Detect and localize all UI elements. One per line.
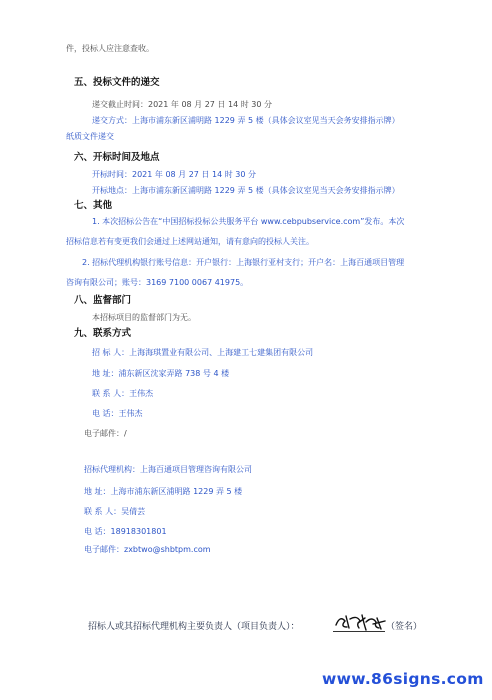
section-heading-7: 七、其他 bbox=[74, 200, 113, 211]
text-line: 电 话：18918301801 bbox=[84, 527, 167, 536]
text-line: 本招标项目的监督部门为无。 bbox=[92, 313, 196, 322]
section-heading-9: 九、联系方式 bbox=[74, 328, 132, 339]
text-line: 纸质文件递交 bbox=[66, 132, 114, 141]
section-heading-5: 五、投标文件的递交 bbox=[74, 77, 160, 88]
text-line: 地 址：浦东新区沈家弄路 738 号 4 楼 bbox=[92, 369, 230, 378]
text-line: 递交截止时间：2021 年 08 月 27 日 14 时 30 分 bbox=[92, 100, 272, 109]
text-line: 招标信息若有变更我们会通过上述网站通知，请有意向的投标人关注。 bbox=[66, 237, 314, 246]
text-line: 1. 本次招标公告在“中国招标投标公共服务平台 www.cebpubservice.com”发布。本次 bbox=[92, 217, 405, 226]
text-line: 联 系 人：王伟杰 bbox=[92, 389, 154, 398]
handwritten-signature bbox=[332, 610, 390, 634]
text-line: 招 标 人：上海海琪置业有限公司、上海建工七建集团有限公司 bbox=[92, 348, 314, 357]
text-line: 地 址：上海市浦东新区浦明路 1229 弄 5 楼 bbox=[84, 487, 243, 496]
text-line: 联 系 人：吴倩芸 bbox=[84, 507, 146, 516]
signature-label: 招标人或其招标代理机构主要负责人（项目负责人）： bbox=[88, 622, 300, 632]
text-line: 开标地点：上海市浦东新区浦明路 1229 弄 5 楼（具体会议室见当天会务安排指示牌） bbox=[92, 186, 400, 195]
text-line: 2. 招标代理机构银行账号信息：开户银行：上海银行亚村支行；开户名：上海百通项目管理 bbox=[82, 258, 405, 267]
text-line: 咨询有限公司；账号：3169 7100 0067 41975。 bbox=[66, 278, 249, 287]
text-line: 电子邮件：zxbtwo@shbtpm.com bbox=[84, 545, 211, 554]
text-line: 递交方式：上海市浦东新区浦明路 1229 弄 5 楼（具体会议室见当天会务安排指示牌） bbox=[92, 116, 400, 125]
watermark: www.86signs.com bbox=[322, 670, 484, 688]
text-line: 开标时间：2021 年 08 月 27 日 14 时 30 分 bbox=[92, 170, 256, 179]
text-line: 招标代理机构：上海百通项目管理咨询有限公司 bbox=[84, 465, 252, 474]
text-line: 电 话：王伟杰 bbox=[92, 409, 143, 418]
section-heading-8: 八、监督部门 bbox=[74, 295, 132, 306]
text-line: 件，投标人应注意查收。 bbox=[66, 44, 154, 53]
section-heading-6: 六、开标时间及地点 bbox=[74, 152, 160, 163]
text-line: 电子邮件：/ bbox=[84, 429, 127, 438]
signature-suffix: （签名） bbox=[386, 622, 423, 632]
